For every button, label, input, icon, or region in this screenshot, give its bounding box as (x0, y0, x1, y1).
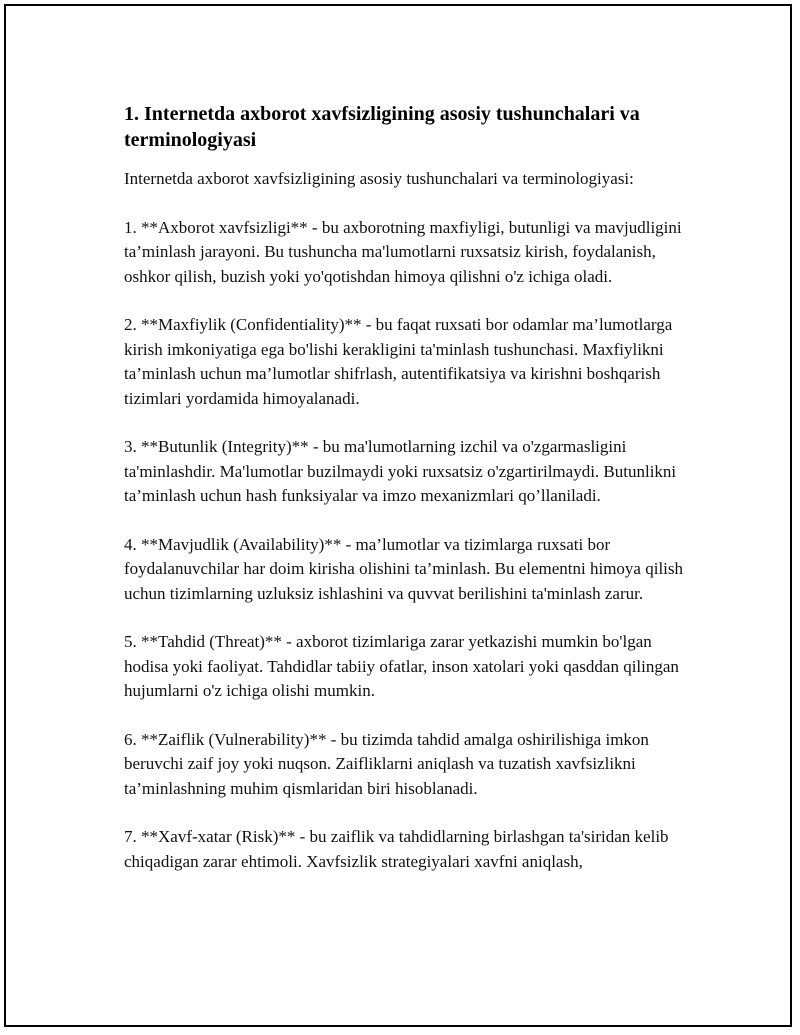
page-title: 1. Internetda axborot xavfsizligining asosiy tushunchalari va terminologiyasi (124, 103, 640, 151)
paragraph-6: 6. **Zaiflik (Vulnerability)** - bu tizimda tahdid amalga oshirilishiga imkon beruvchi zaif joy yoki nuqson. Zaifliklarni aniqlash va tuzatish xavfsizlikni ta’minlashning muhim qismlaridan biri hisoblanadi. (124, 729, 649, 798)
paragraph-3: 3. **Butunlik (Integrity)** - bu ma'lumotlarning izchil va o'zgarmasligini ta'minlashdir. Ma'lumotlar buzilmaydi yoki ruxsatsiz o'zgartirilmaydi. Butunlikni ta’minlash uchun hash funksiyalar va imzo mexanizmlari qo’llaniladi. (124, 437, 677, 505)
page-frame (4, 4, 792, 1027)
paragraph-4: 4. **Mavjudlik (Availability)** - ma’lumotlar va tizimlarga ruxsati bor foydalanuvchilar har doim kirisha olishini ta’minlash. Bu elementni himoya qilish uchun tizimlarning uzluksiz ishlashini va quvvat berilishini ta'minlash zarur. (124, 534, 684, 603)
intro-paragraph: Internetda axborot xavfsizligining asosiy tushunchalari va terminologiyasi: (124, 169, 634, 188)
paragraph-1: 1. **Axborot xavfsizligi** - bu axborotning maxfiyligi, butunligi va mavjudligini ta’minlash jarayoni. Bu tushuncha ma'lumotlarni ruxsatsiz kirish, foydalanish, oshkor qilish, buzish yoki yo'qotishdan himoya qilishni o'z ichiga oladi. (124, 217, 682, 286)
document-body (124, 101, 694, 898)
paragraph-5: 5. **Tahdid (Threat)** - axborot tizimlariga zarar yetkazishi mumkin bo'lgan hodisa yoki faoliyat. Tahdidlar tabiiy ofatlar, inson xatolari yoki qasddan qilingan hujumlarni o'z ichiga olishi mumkin. (124, 632, 679, 700)
paragraph-2: 2. **Maxfiylik (Confidentiality)** - bu faqat ruxsati bor odamlar ma’lumotlarga kirish imkoniyatiga ega bo'lishi kerakligini ta'minlash tushunchasi. Maxfiylikni ta’minlash uchun ma’lumotlar shifrlash, autentifikatsiya va kirishni boshqarish tizimlari yordamida himoyalanadi. (124, 315, 673, 408)
paragraph-7: 7. **Xavf-xatar (Risk)** - bu zaiflik va tahdidlarning birlashgan ta'siridan kelib chiqadigan zarar ehtimoli. Xavfsizlik strategiyalari xavfni aniqlash, (124, 827, 669, 871)
